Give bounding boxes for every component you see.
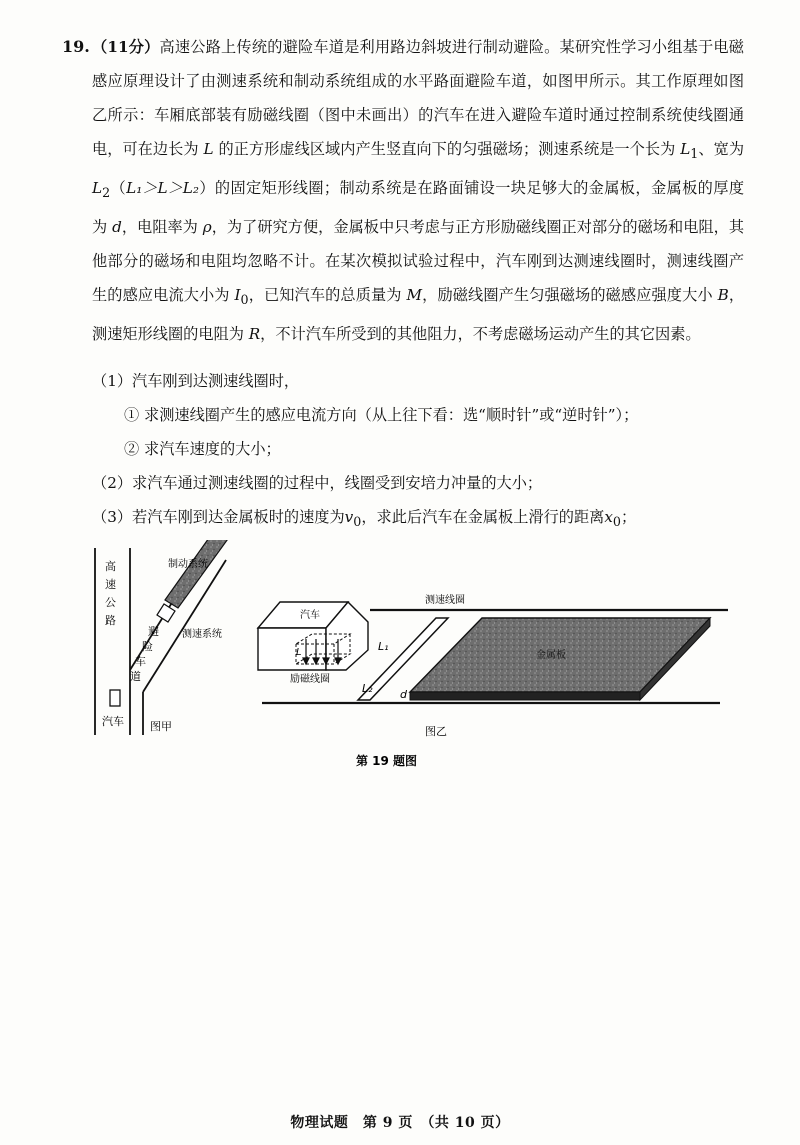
speed-system-label: 测速系统 [182, 629, 222, 640]
caption-yi: 图乙 [425, 725, 447, 738]
question-number: 19. [62, 37, 90, 56]
part-1a: ① 求测速线圈产生的感应电流方向（从上往下看：选“顺时针”或“逆时针”）； [124, 406, 639, 424]
page-footer: 物理试题 第 9 页 （共 10 页） [290, 1115, 510, 1131]
lane-label-3: 道 [130, 670, 141, 683]
car-icon [110, 690, 120, 706]
car-label: 汽车 [102, 715, 124, 728]
highway-label-1: 速 [105, 578, 116, 591]
figure-jia [95, 540, 230, 735]
figure-19 [0, 540, 800, 780]
highway-label-3: 路 [105, 614, 116, 627]
part-1: （1）汽车刚到达测速线圈时， [92, 372, 300, 390]
part-3: （3）若汽车刚到达金属板时的速度为$v_0$，求此后汽车在金属板上滑行的距离$x_0$； [92, 508, 637, 530]
part-1b: ② 求汽车速度的大小； [124, 440, 281, 458]
highway-label-2: 公 [105, 596, 116, 609]
L1-label: L₁ [378, 640, 389, 653]
lane-label-2: 车 [135, 655, 146, 668]
brake-system-label: 制动系统 [168, 559, 208, 570]
figure-svg [0, 540, 800, 780]
d-label: d [400, 688, 407, 701]
highway-label-0: 高 [105, 560, 116, 573]
yi-L-label: L [296, 647, 302, 658]
figure-yi [258, 593, 728, 738]
metal-plate-edge [410, 692, 640, 700]
lane-label-1: 险 [142, 640, 153, 653]
caption-jia: 图甲 [150, 720, 172, 733]
metal-plate-label: 金属板 [536, 650, 566, 661]
brake-system-box [165, 540, 230, 608]
excite-coil-label: 励磁线圈 [290, 674, 330, 685]
yi-car-label: 汽车 [300, 610, 320, 621]
figure-title: 第 19 题图 [356, 754, 418, 768]
question-stem: （11分）高速公路上传统的避险车道是利用路边斜坡进行制动避险。某研究性学习小组基于电磁感应原理设计了由测速系统和制动系统组成的水平路面避险车道，如图甲所示。其工作原理如图乙所示：车厢底部装有励磁线圈（图中未画出）的汽车在进入避险车道时通过控制系统使线圈通电，可在边长为 L 的正方形虚线区域内产生竖直向下的匀强磁场；测速系统是一个长为 $L_1$、宽为 $L_2(L_1>L>L_2)$的固定矩形线圈；制动系统是在路面铺设一块足够大的金属板，金属板的厚度为 d，电阻率为 ρ，为了研究方便，金属板中只考虑与正方形励磁线圈正对部分的磁场和电阻，其他部分的磁场和电阻均忽略不计。在某次模拟试验过程中，汽车刚到达测速线圈时，测速线圈产生的感应电流大小为 $I_0$，已知汽车的总质量为 M，励磁线圈产生匀强磁场的磁感应强度大小 B，测速矩形线圈的电阻为 R，不计汽车所受到的其他阻力，不考虑磁场运动产生的其它因素。 [92, 38, 745, 344]
question-score: （11分） [92, 38, 160, 56]
speed-system-box [157, 604, 175, 622]
speed-coil-label: 测速线圈 [425, 595, 465, 606]
L2-label: L₂ [362, 682, 373, 695]
lane-label-0: 避 [148, 625, 159, 638]
part-2: （2）求汽车通过测速线圈的过程中，线圈受到安培力冲量的大小； [92, 474, 543, 492]
